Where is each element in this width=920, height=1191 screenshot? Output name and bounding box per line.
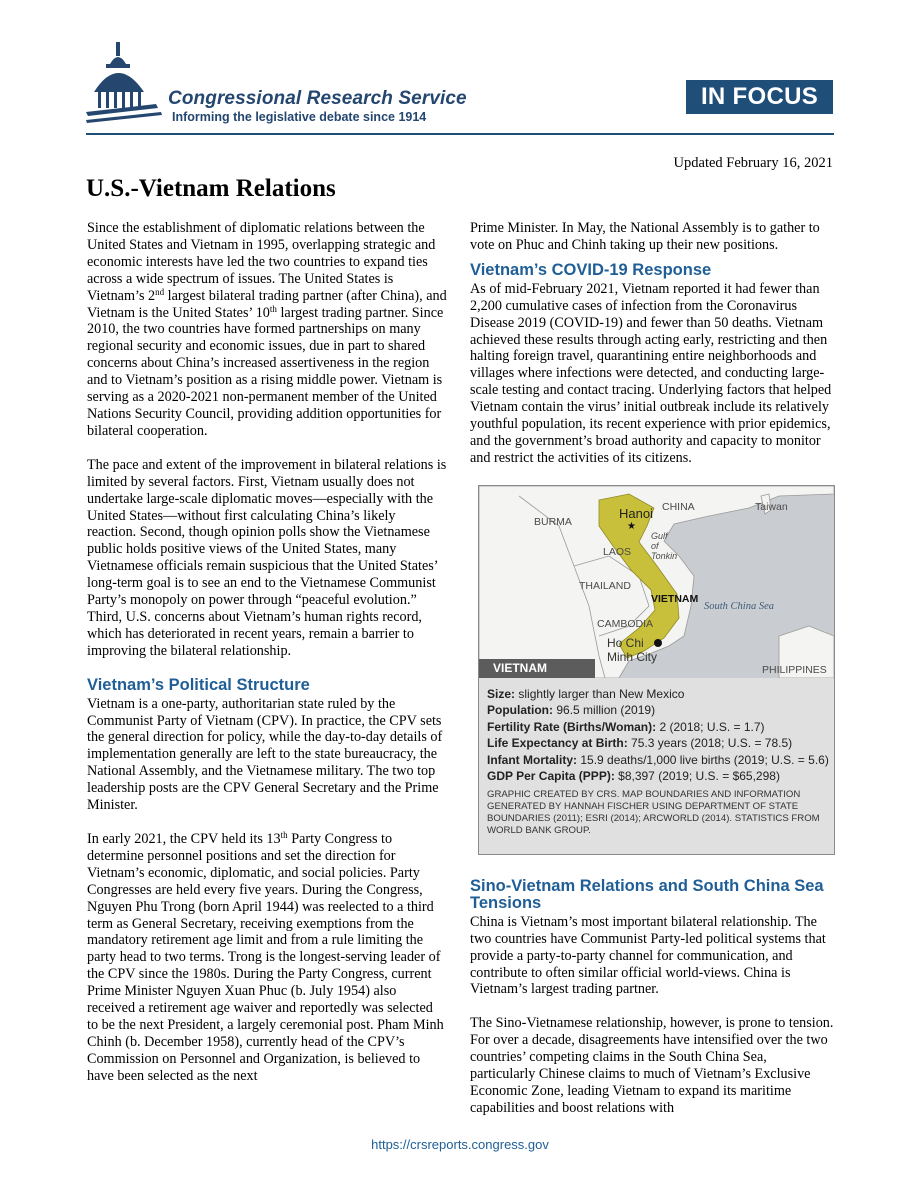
map-label-taiwan: Taiwan (755, 500, 788, 513)
map-label-burma: BURMA (534, 515, 572, 528)
map-label-china: CHINA (662, 500, 695, 513)
header-divider (86, 133, 834, 135)
political-structure-heading: Vietnam’s Political Structure (87, 675, 310, 694)
series-badge: IN FOCUS (686, 80, 833, 114)
footer-link[interactable]: https://crsreports.congress.gov (371, 1137, 549, 1152)
map-label-hcmc: Ho Chi Minh City (607, 635, 658, 664)
covid-heading: Vietnam’s COVID-19 Response (470, 260, 712, 279)
fact-row: Fertility Rate (Births/Woman): 2 (2018; U.S. = 1.7) (487, 719, 765, 734)
capitol-dome-icon (86, 40, 166, 132)
fact-row: Population: 96.5 million (2019) (487, 703, 656, 718)
fact-row: GDP Per Capita (PPP): $8,397 (2019; U.S. = $65,298) (487, 769, 780, 784)
map-label-gulf: Gulf of Tonkin (651, 530, 678, 561)
map-label-hanoi: Hanoi (619, 505, 653, 521)
map-country-tag: VIETNAM (479, 659, 595, 678)
org-tagline: Informing the legislative debate since 1914 (172, 110, 427, 124)
political-paragraph-1: Vietnam is a one-party, authoritarian state ruled by the Communist Party of Vietnam (CPV). In practice, the CPV sets the general direction for policy, while the day-to-day details of implementation generally are left to the state bureaucracy, the National Assembly, and the Vietnamese military. The two top leadership posts are the CPV General Secretary and the Prime Minister. (87, 695, 443, 814)
map-label-thailand: THAILAND (579, 579, 631, 592)
fact-row: Size: slightly larger than New Mexico (487, 686, 685, 701)
sino-vietnam-heading: Sino-Vietnam Relations and South China Sea Tensions (470, 876, 824, 912)
map-label-philippines: PHILIPPINES (762, 663, 827, 676)
vietnam-map (479, 486, 834, 678)
city-dot-icon (654, 639, 662, 647)
covid-paragraph: As of mid-February 2021, Vietnam reported it had fewer than 2,200 cumulative cases of infection from the Coronavirus Disease 2019 (COVID-19) and fewer than 50 deaths. Vietnam achieved these results through acting early, restricting and then halting foreign travel, quarantining entire neighborhoods and villages where infections were detected, and conducting large-scale testing and contact tracing. Underlying factors that helped Vietnam contain the virus’ initial outbreak include its relatively youthful population, its recent experience with prior epidemics, and the government’s broad authority and capacity to monitor and restrict the activities of its citizens. (470, 280, 832, 466)
left-column (87, 220, 447, 1085)
page-title: U.S.-Vietnam Relations (86, 175, 336, 202)
continuation-paragraph: Prime Minister. In May, the National Assembly is to gather to vote on Phuc and Chinh taking up their new positions. (470, 220, 820, 253)
political-paragraph-2: In early 2021, the CPV held its 13th Party Congress to determine personnel positions and set the direction for Vietnam’s economic, diplomatic, and social policies. Party Congresses are held every five years. During the Congress, Nguyen Phu Trong (born April 1944) was reelected to a third term as General Secretary, receiving exemptions from the mandatory retirement age limit and from a rule limiting the party head to two terms. Trong is the longest-serving leader of the CPV since the 1980s. During the Party Congress, current Prime Minister Nguyen Xuan Phuc (b. July 1954) also received a retirement age waiver and reportedly was selected to be the next President, a largely ceremonial post. Pham Minh Chinh (b. December 1958), currently head of the CPV’s Commission on Personnel and Organization, is believed to have been selected as the next (87, 830, 444, 1084)
org-name: Congressional Research Service (168, 88, 467, 109)
sino-paragraph-2: The Sino-Vietnamese relationship, however, is prone to tension. For over a decade, disagreements have intensified over the two countries’ competing claims in the South China Sea, particularly Chinese claims to much of Vietnam’s Exclusive Economic Zone, leading Vietnam to expand its maritime capabilities and boost relations with (470, 1015, 834, 1116)
right-column (470, 220, 835, 1117)
fact-row: Life Expectancy at Birth: 75.3 years (2018; U.S. = 78.5) (487, 736, 793, 751)
updated-date: Updated February 16, 2021 (673, 155, 833, 171)
map-label-cambodia: CAMBODIA (597, 617, 654, 630)
intro-paragraph-2: The pace and extent of the improvement in bilateral relations is limited by several factors. First, Vietnam usually does not undertake large-scale diplomatic moves—especially with the United States—without first calculating China’s likely reaction. Second, though opinion polls show the Vietnamese public holds positive views of the United States, many Vietnamese officials remain suspicious that the United States’ long-term goal is to see an end to the Vietnamese Communist Party’s monopoly on power through “peaceful evolution.” Third, U.S. concerns about Vietnam’s human rights record, which has deteriorated in recent years, remain a barrier to improving the bilateral relationship. (87, 456, 447, 659)
vietnam-map-figure (478, 485, 835, 855)
map-label-vietnam: VIETNAM (651, 592, 699, 605)
intro-paragraph-1: Since the establishment of diplomatic relations between the United States and Vietnam in 1995, overlapping strategic and economic interests have led the two countries to expand ties across a wide spectrum of issues. The United States is Vietnam’s 2nd largest bilateral trading partner (after China), and Vietnam is the United States’ 10th largest trading partner. Since 2010, the two countries have formed partnerships on many regional security and economic issues, due in part to shared concerns about China’s increased assertiveness in the region and to Vietnam’s position as a rising middle power. Vietnam is serving as a 2020-2021 non-permanent member of the United Nations Security Council, providing addition opportunities for bilateral cooperation. (87, 220, 447, 439)
fact-row: Infant Mortality: 15.9 deaths/1,000 live births (2019; U.S. = 5.6) (487, 752, 829, 767)
figure-credit: GRAPHIC CREATED BY CRS. MAP BOUNDARIES AND INFORMATION GENERATED BY HANNAH FISCHER USING DEPARTMENT OF STATE BOUNDARIES (2011); ESRI (2014); ARCWORLD (2014). STATISTICS FROM WORLD BANK GROUP. (487, 788, 820, 837)
map-label-laos: LAOS (603, 545, 632, 558)
sino-paragraph-1: China is Vietnam’s most important bilateral relationship. The two countries have Communist Party-led political systems that provide a party-to-party channel for communication, and contribute to often similar official world-views. China is Vietnam’s largest trading partner. (470, 913, 826, 998)
map-label-scs: South China Sea (704, 600, 774, 612)
crs-logo (86, 40, 506, 135)
country-facts (487, 686, 827, 838)
capital-star-icon: ★ (627, 520, 636, 532)
